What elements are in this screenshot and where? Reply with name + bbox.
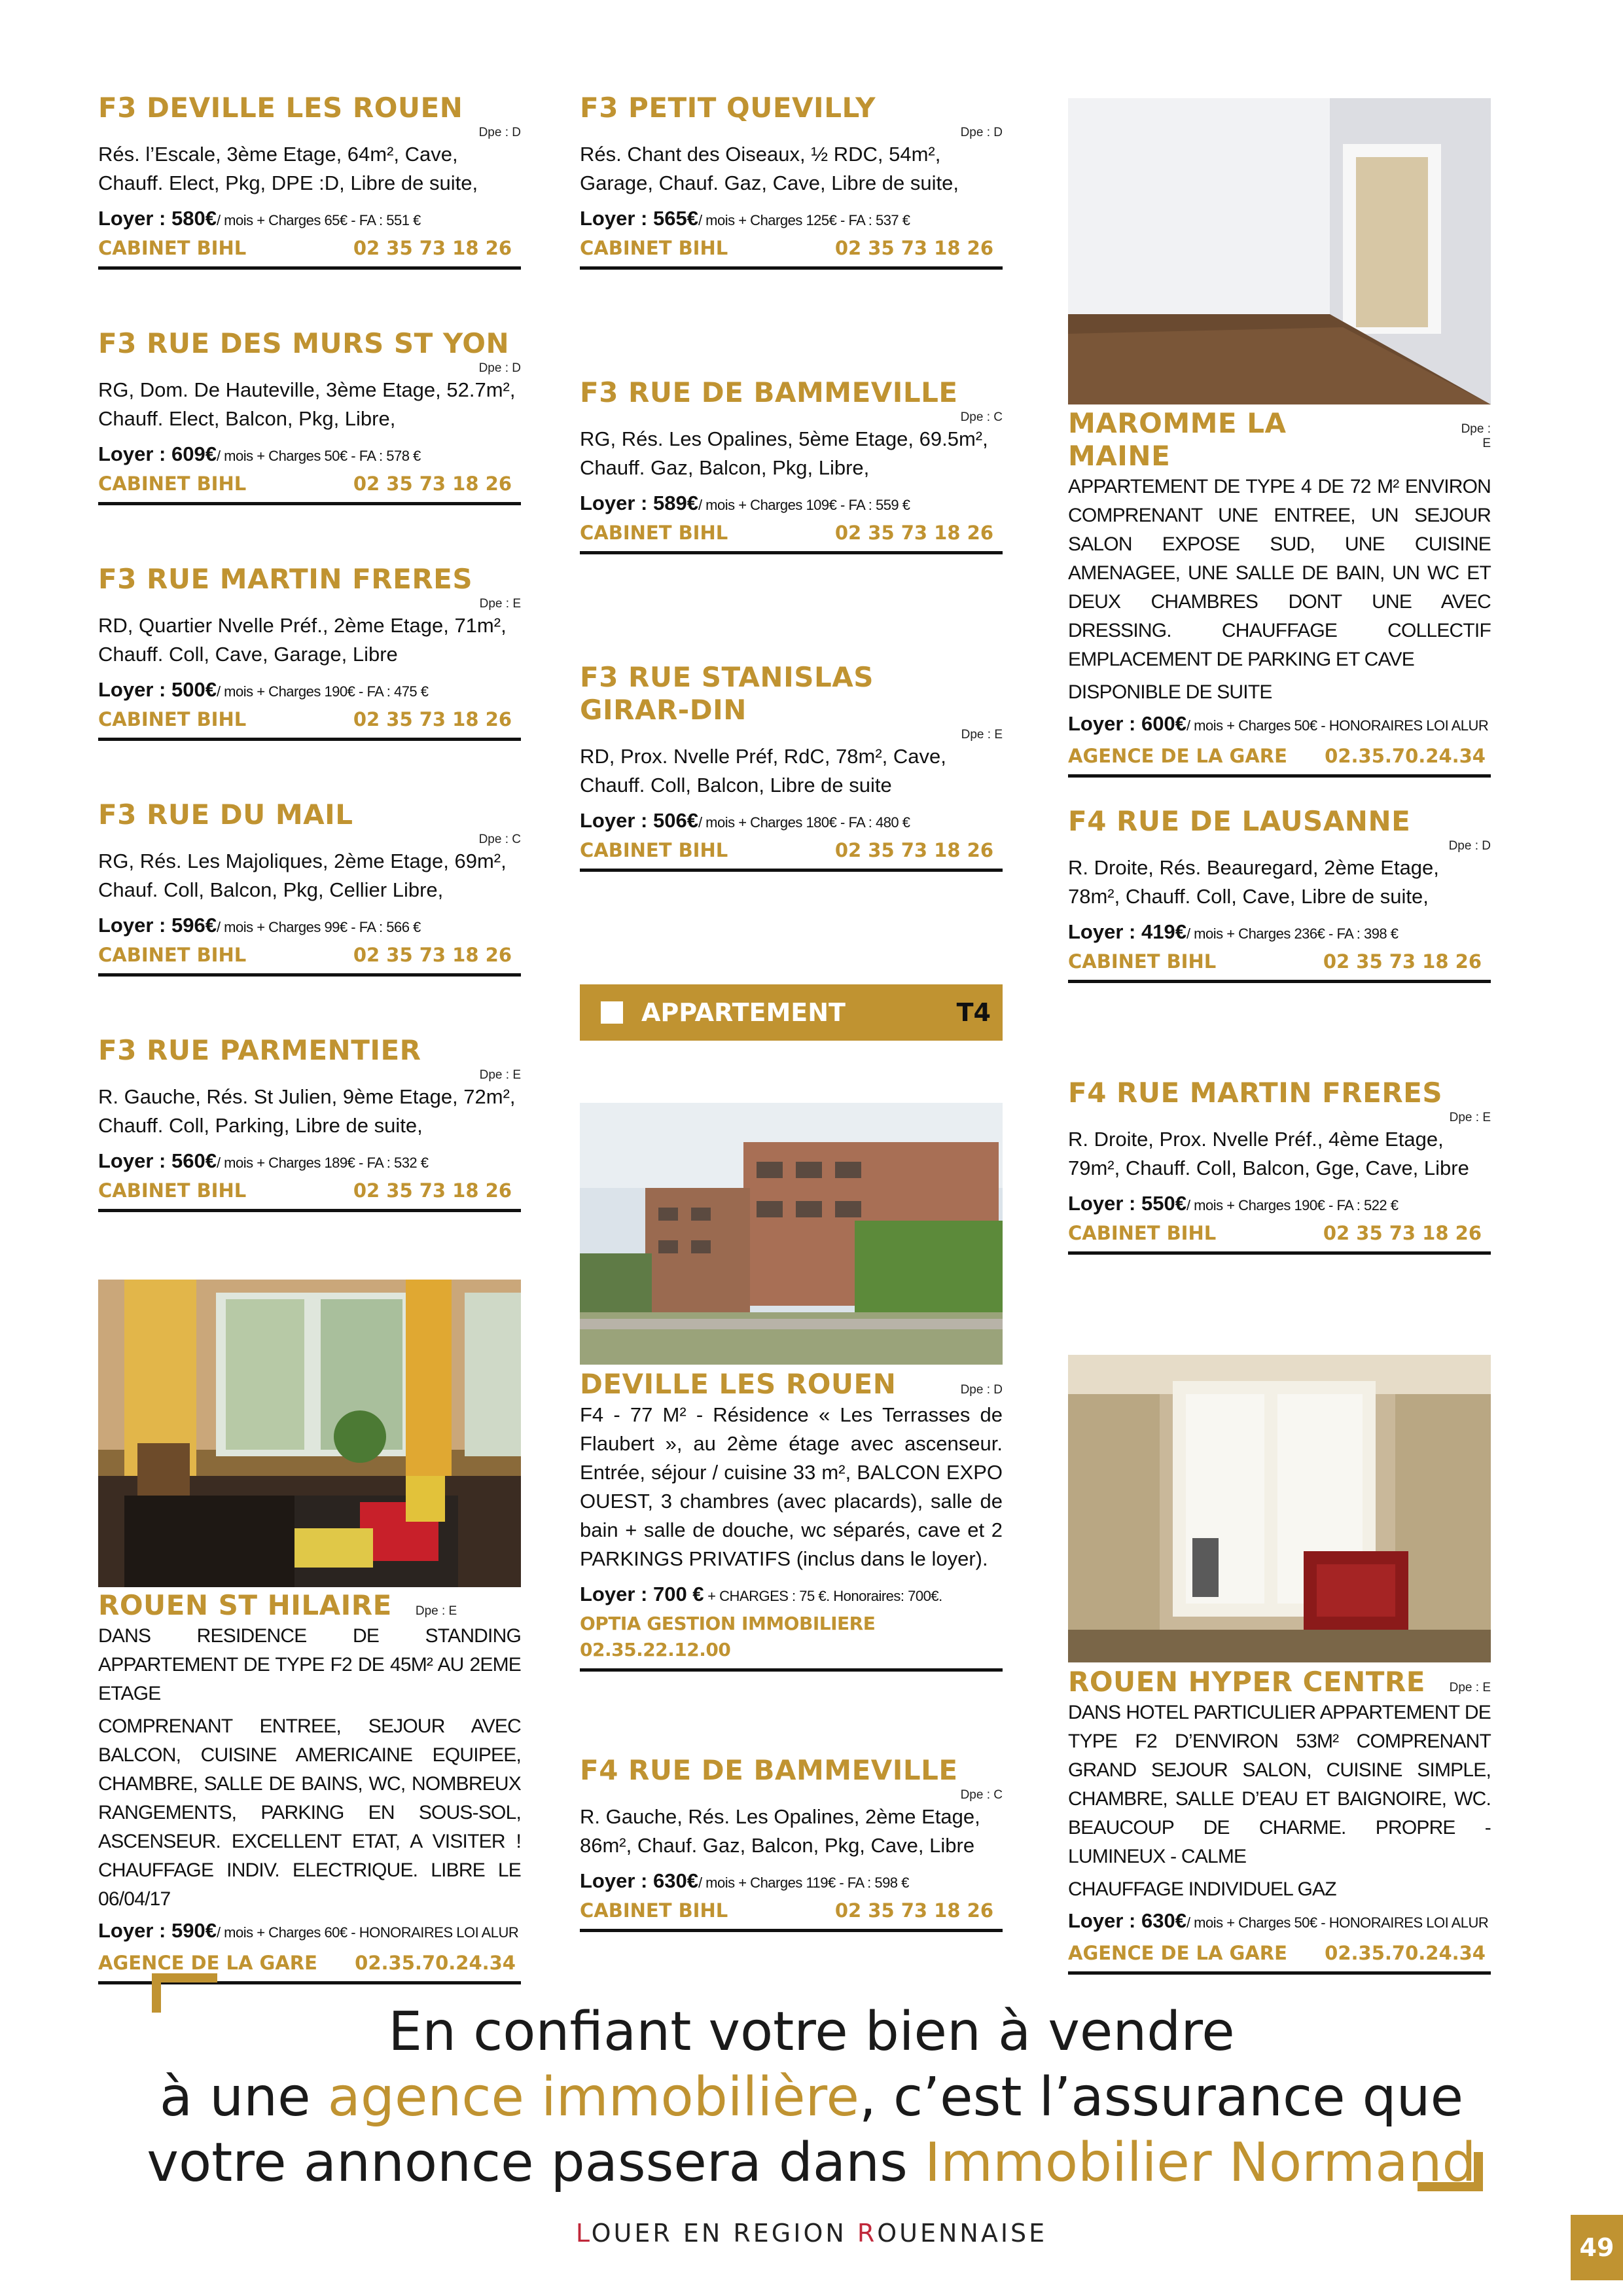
agency-line: [1068, 1940, 1491, 1971]
dpe-label: Dpe : E: [961, 728, 1003, 742]
agency-name: CABINET BIHL: [98, 708, 247, 730]
rent-amount: Loyer : 589€: [580, 492, 698, 514]
listing-description: RG, Dom. De Hauteville, 3ème Etage, 52.7m², Chauff. Elect, Balcon, Pkg, Libre,: [98, 378, 516, 430]
slogan-line-1: [0, 2000, 1623, 2065]
footer-initial: R: [857, 2219, 878, 2248]
dpe-label: Dpe : E: [1461, 422, 1491, 450]
agency-line: [580, 1611, 1003, 1668]
agency-name: CABINET BIHL: [1068, 950, 1217, 973]
agency-phone: 02 35 73 18 26: [1323, 950, 1482, 973]
rent-line: [580, 204, 1003, 235]
listing-f4-lausanne: [1068, 805, 1491, 983]
listing-title: F3 RUE DU MAIL: [98, 798, 353, 831]
dpe-label: Dpe : E: [479, 1068, 521, 1082]
agency-line: [580, 235, 1003, 266]
dpe-label: Dpe : D: [478, 126, 521, 139]
dpe-label: Dpe : D: [478, 361, 521, 375]
slogan-highlight: Immobilier Normand: [924, 2132, 1476, 2194]
rent-amount: Loyer : 580€: [98, 207, 217, 230]
listing-rouen-st-hilaire: [98, 1589, 521, 1984]
agency-line: [98, 1177, 521, 1209]
listing-f3-murs-st-yon: [98, 327, 521, 505]
agency-line: [98, 942, 521, 973]
agency-phone: 02 35 73 18 26: [834, 839, 993, 861]
listing-description: Rés. Chant des Oiseaux, ½ RDC, 54m², Garage, Chauf. Gaz, Cave, Libre de suite,: [580, 143, 959, 194]
listing-title: ROUEN HYPER CENTRE: [1068, 1666, 1425, 1698]
listing-description: RD, Quartier Nvelle Préf., 2ème Etage, 71m², Chauff. Coll, Cave, Garage, Libre: [98, 614, 507, 666]
listing-description: RD, Prox. Nvelle Préf, RdC, 78m², Cave, Chauff. Coll, Balcon, Libre de suite: [580, 745, 946, 797]
listing-f3-rue-du-mail: [98, 798, 521, 977]
dpe-label: Dpe : D: [1448, 839, 1491, 853]
rent-amount: Loyer : 500€: [98, 678, 217, 701]
listing-title: MAROMME LA MAINE: [1068, 407, 1287, 472]
footer-text: OUER EN REGION: [591, 2219, 857, 2248]
photo-maromme: [1068, 98, 1491, 404]
rent-amount: Loyer : 630€: [1068, 1909, 1186, 1932]
building-image: [580, 1103, 1003, 1365]
listing-title: F3 RUE MARTIN FRERES: [98, 563, 473, 595]
agency-name: CABINET BIHL: [98, 473, 247, 495]
agency-name: AGENCE DE LA GARE: [1068, 745, 1287, 767]
listing-rouen-hyper-centre: [1068, 1666, 1491, 1975]
agency-line: [98, 471, 521, 502]
agency-line: [98, 235, 521, 266]
listing-description: Rés. l’Escale, 3ème Etage, 64m², Cave, Chauff. Elect, Pkg, DPE :D, Libre de suite,: [98, 143, 478, 194]
agency-name: CABINET BIHL: [580, 839, 728, 861]
title-row: [580, 1368, 1003, 1401]
dpe-label: Dpe : C: [960, 1788, 1003, 1802]
agency-name: CABINET BIHL: [580, 1899, 728, 1922]
rent-details: / mois + Charges 99€ - FA : 566 €: [216, 919, 421, 935]
agency-name: CABINET BIHL: [98, 944, 247, 966]
rent-amount: Loyer : 419€: [1068, 920, 1186, 943]
agency-name: CABINET BIHL: [1068, 1222, 1217, 1244]
rent-amount: Loyer : 596€: [98, 914, 217, 937]
listing-description: RG, Rés. Les Majoliques, 2ème Etage, 69m², Chauf. Coll, Balcon, Pkg, Cellier Libre,: [98, 850, 507, 901]
agency-phone: 02 35 73 18 26: [834, 237, 993, 259]
rent-line: [98, 675, 521, 706]
rent-line: [580, 806, 1003, 837]
rent-details: / mois + Charges 125€ - FA : 537 €: [698, 212, 910, 228]
slogan-text: En confiant votre bien à vendre: [388, 2001, 1235, 2063]
listing-f4-bammeville: [580, 1754, 1003, 1932]
listing-description: RG, Rés. Les Opalines, 5ème Etage, 69.5m², Chauff. Gaz, Balcon, Pkg, Libre,: [580, 427, 988, 479]
listing-description: R. Gauche, Rés. Les Opalines, 2ème Etage, 86m², Chauf. Gaz, Balcon, Pkg, Cave, Libre: [580, 1805, 980, 1857]
rent-line: [1068, 709, 1491, 740]
banner-type: T4: [956, 998, 991, 1027]
slogan-line-2: [0, 2065, 1623, 2130]
rent-details: / mois + Charges 50€ - HONORAIRES LOI ALUR: [1186, 717, 1489, 734]
banner-label: APPARTEMENT: [641, 998, 846, 1027]
rent-amount: Loyer : 630€: [580, 1869, 698, 1892]
agency-name: AGENCE DE LA GARE: [98, 1952, 317, 1974]
dpe-label: Dpe : E: [415, 1604, 457, 1618]
dpe-label: Dpe : E: [1449, 1681, 1491, 1695]
rent-line: [580, 489, 1003, 520]
listing-description-2: DISPONIBLE DE SUITE: [1068, 681, 1272, 703]
rent-details: / mois + Charges 65€ - FA : 551 €: [216, 212, 421, 228]
rent-amount: Loyer : 609€: [98, 442, 217, 465]
agency-line: [1068, 1220, 1491, 1251]
rent-line: [98, 204, 521, 235]
agency-name: OPTIA GESTION IMMOBILIERE 02.35.22.12.00: [580, 1613, 876, 1660]
rent-line: [98, 1147, 521, 1177]
listing-description: DANS HOTEL PARTICULIER APPARTEMENT DE TYPE F2 D’ENVIRON 53M² COMPRENANT GRAND SEJOUR SALON, CUISINE SIMPLE, CHAMBRE, SALLE D’EAU ET BAIGNOIRE, WC. BEAUCOUP DE CHARME. PROPRE - LUMINEUX - CALME: [1068, 1702, 1491, 1867]
agency-name: CABINET BIHL: [580, 237, 728, 259]
agency-phone: 02 35 73 18 26: [353, 1179, 512, 1202]
slogan-text: , c’est l’assurance que: [859, 2066, 1464, 2128]
rent-details: + CHARGES : 75 €. Honoraires: 700€.: [704, 1588, 942, 1604]
dpe-label: Dpe : D: [960, 1383, 1003, 1397]
listing-description: R. Droite, Rés. Beauregard, 2ème Etage, 78m², Chauff. Coll, Cave, Libre de suite,: [1068, 856, 1439, 908]
rent-details: / mois + Charges 180€ - FA : 480 €: [698, 814, 910, 831]
slogan-line-3: [0, 2130, 1623, 2196]
rent-amount: Loyer : 565€: [580, 207, 698, 230]
rent-line: [580, 1580, 1003, 1611]
rent-line: [98, 440, 521, 471]
slogan-text: à une: [159, 2066, 328, 2128]
rent-details: / mois + Charges 60€ - HONORAIRES LOI ALUR: [216, 1924, 519, 1941]
dpe-label: Dpe : D: [960, 126, 1003, 139]
photo-rouen-st-hilaire: [98, 1280, 521, 1587]
agency-line: [98, 706, 521, 738]
listing-description: APPARTEMENT DE TYPE 4 DE 72 M² ENVIRON COMPRENANT UNE ENTREE, UN SEJOUR SALON EXPOSE SUD, UNE CUISINE AMENAGEE, UNE SALLE DE BAIN, UN WC ET DEUX CHAMBRES DONT UNE AVEC DRESSING. CHAUFFAGE COLLECTIF EMPLACEMENT DE PARKING ET CAVE: [1068, 476, 1491, 670]
rent-amount: Loyer : 590€: [98, 1919, 217, 1942]
agency-line: [1068, 743, 1491, 774]
footer-title: [0, 2219, 1623, 2248]
agency-phone: 02 35 73 18 26: [353, 708, 512, 730]
listing-title: F3 RUE DE BAMMEVILLE: [580, 376, 958, 408]
rent-details: / mois + Charges 190€ - FA : 522 €: [1186, 1197, 1399, 1213]
rent-line: [98, 1916, 521, 1947]
rent-line: [1068, 918, 1491, 948]
rent-amount: Loyer : 550€: [1068, 1192, 1186, 1215]
rent-details: / mois + Charges 119€ - FA : 598 €: [698, 1874, 909, 1891]
agency-phone: 02.35.70.24.34: [1325, 745, 1486, 767]
agency-phone: 02 35 73 18 26: [353, 944, 512, 966]
rent-amount: Loyer : 560€: [98, 1149, 217, 1172]
agency-name: CABINET BIHL: [580, 522, 728, 544]
rent-line: [1068, 1907, 1491, 1937]
agency-phone: 02 35 73 18 26: [353, 237, 512, 259]
photo-deville-les-rouen: [580, 1103, 1003, 1365]
listing-description-2: CHAUFFAGE INDIVIDUEL GAZ: [1068, 1878, 1336, 1900]
dpe-label: Dpe : C: [478, 833, 521, 846]
section-banner: [580, 984, 1003, 1041]
title-row: [1068, 407, 1491, 473]
rent-amount: Loyer : 600€: [1068, 712, 1186, 735]
listing-f3-stanislas-girardin: [580, 661, 1003, 872]
listing-title: F3 PETIT QUEVILLY: [580, 92, 876, 124]
rent-details: / mois + Charges 189€ - FA : 532 €: [216, 1155, 429, 1171]
listing-title: F3 RUE PARMENTIER: [98, 1034, 421, 1066]
listing-title: DEVILLE LES ROUEN: [580, 1368, 897, 1400]
rent-line: [98, 911, 521, 942]
listing-f3-martin-freres: [98, 563, 521, 741]
listing-description: R. Droite, Prox. Nvelle Préf., 4ème Etage, 79m², Chauff. Coll, Balcon, Gge, Cave, Libre: [1068, 1128, 1469, 1179]
listing-maromme: [1068, 407, 1491, 778]
page-number: 49: [1571, 2215, 1623, 2280]
slogan-highlight: agence immobilière: [327, 2066, 859, 2128]
rent-line: [1068, 1189, 1491, 1220]
agency-line: [580, 837, 1003, 869]
listing-f3-deville: [98, 92, 521, 270]
listing-description-2: COMPRENANT ENTREE, SEJOUR AVEC BALCON, CUISINE AMERICAINE EQUIPEE, CHAMBRE, SALLE DE BAINS, WC, NOMBREUX RANGEMENTS, PARKING EN SOUS-SOL, ASCENSEUR. EXCELLENT ETAT, A VISITER ! CHAUFFAGE INDIV. ELECTRIQUE. LIBRE LE 06/04/17: [98, 1715, 521, 1910]
rent-details: / mois + Charges 50€ - FA : 578 €: [216, 448, 421, 464]
rent-amount: Loyer : 700 €: [580, 1583, 704, 1605]
agency-name: AGENCE DE LA GARE: [1068, 1942, 1287, 1964]
dpe-label: Dpe : E: [479, 597, 521, 611]
rent-details: / mois + Charges 236€ - FA : 398 €: [1186, 925, 1399, 942]
listing-title: F4 RUE DE BAMMEVILLE: [580, 1754, 958, 1786]
rent-details: / mois + Charges 109€ - FA : 559 €: [698, 497, 910, 513]
salon-image: [1068, 1355, 1491, 1662]
rent-details: / mois + Charges 50€ - HONORAIRES LOI ALUR: [1186, 1914, 1489, 1931]
slogan-text: votre annonce passera dans: [147, 2132, 925, 2194]
title-row: [98, 1589, 521, 1622]
agency-name: CABINET BIHL: [98, 1179, 247, 1202]
listing-deville-photo: [580, 1368, 1003, 1672]
listing-f3-petit-quevilly: [580, 92, 1003, 270]
rent-line: [580, 1867, 1003, 1897]
agency-phone: 02 35 73 18 26: [1323, 1222, 1482, 1244]
living-room-image: [98, 1280, 521, 1587]
footer-initial: L: [575, 2219, 592, 2248]
listing-title: F3 RUE STANISLAS GIRAR-DIN: [580, 661, 874, 726]
agency-phone: 02 35 73 18 26: [353, 473, 512, 495]
agency-line: [580, 520, 1003, 551]
listing-title: F3 DEVILLE LES ROUEN: [98, 92, 463, 124]
agency-phone: 02 35 73 18 26: [834, 522, 993, 544]
listing-title: F4 RUE DE LAUSANNE: [1068, 805, 1411, 837]
dpe-label: Dpe : C: [960, 410, 1003, 424]
rent-amount: Loyer : 506€: [580, 809, 698, 832]
listing-description: R. Gauche, Rés. St Julien, 9ème Etage, 72m², Chauff. Coll, Parking, Libre de suite,: [98, 1085, 516, 1137]
listing-title: F3 RUE DES MURS ST YON: [98, 327, 510, 359]
agency-phone: 02.35.70.24.34: [355, 1952, 516, 1974]
listing-f3-parmentier: [98, 1034, 521, 1212]
photo-rouen-hyper-centre: [1068, 1355, 1491, 1662]
listing-f4-martin-freres: [1068, 1077, 1491, 1255]
agency-phone: 02 35 73 18 26: [834, 1899, 993, 1922]
listing-title: F4 RUE MARTIN FRERES: [1068, 1077, 1443, 1109]
listing-description: F4 - 77 M² - Résidence « Les Terrasses de Flaubert », au 2ème étage avec ascenseur. Entrée, séjour / cuisine 33 m², BALCON EXPO OUEST, 3 chambres (avec placards), salle de bain + salle de douche, wc séparés, cave et 2 PARKINGS PRIVATIFS (inclus dans le loyer).: [580, 1403, 1003, 1570]
footer-text: OUENNAISE: [877, 2219, 1048, 2248]
square-icon: [601, 1001, 623, 1024]
agency-phone: 02.35.70.24.34: [1325, 1942, 1486, 1964]
dpe-label: Dpe : E: [1449, 1111, 1491, 1124]
listing-f3-bammeville: [580, 376, 1003, 554]
title-row: [1068, 1666, 1491, 1698]
agency-name: CABINET BIHL: [98, 237, 247, 259]
rent-details: / mois + Charges 190€ - FA : 475 €: [216, 683, 429, 700]
agency-line: [1068, 948, 1491, 980]
listing-description: DANS RESIDENCE DE STANDING APPARTEMENT DE TYPE F2 DE 45M² AU 2EME ETAGE: [98, 1625, 521, 1704]
agency-line: [580, 1897, 1003, 1929]
empty-room-image: [1068, 98, 1491, 404]
listing-title: ROUEN ST HILAIRE: [98, 1589, 392, 1621]
